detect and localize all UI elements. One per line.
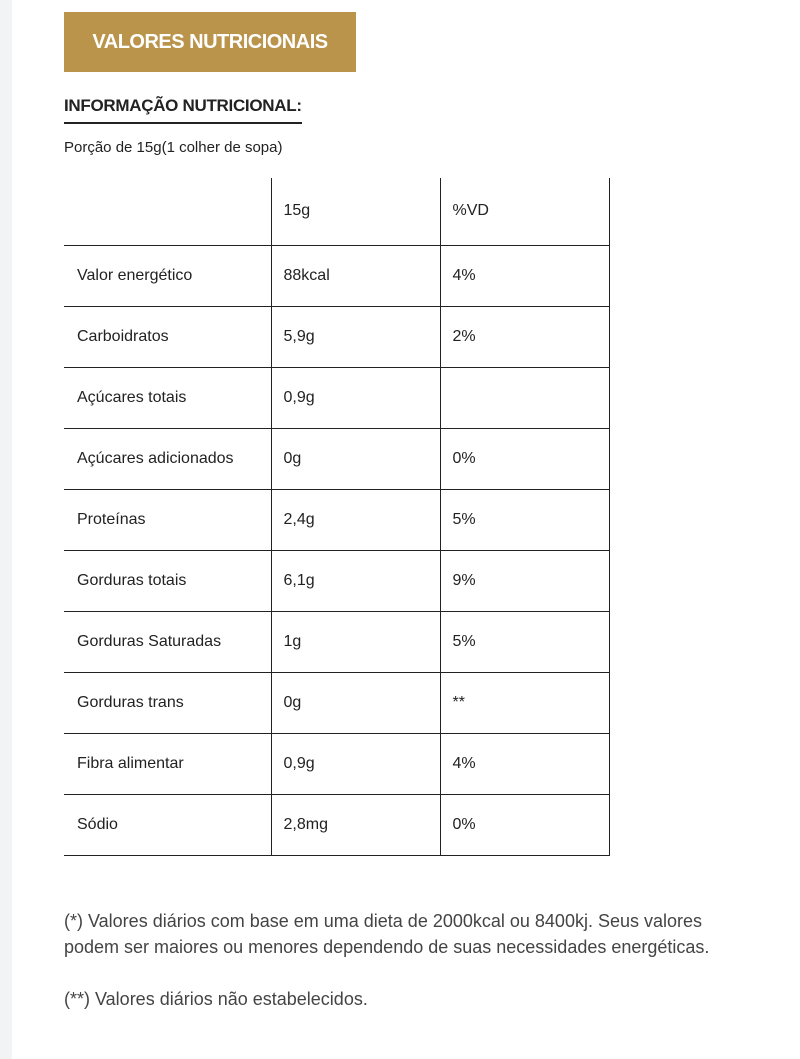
nutrient-amount: 0g (271, 428, 440, 489)
table-row (64, 428, 609, 489)
table-row (64, 672, 609, 733)
nutrient-amount: 0,9g (271, 733, 440, 794)
nutrient-vd: 5% (440, 489, 609, 550)
nutrient-amount: 1g (271, 611, 440, 672)
table-row (64, 489, 609, 550)
nutrient-name: Açúcares adicionados (64, 428, 271, 489)
nutrient-name: Açúcares totais (64, 367, 271, 428)
table-row (64, 550, 609, 611)
nutrient-amount: 2,8mg (271, 794, 440, 855)
nutrient-name: Fibra alimentar (64, 733, 271, 794)
nutrient-name: Gorduras totais (64, 550, 271, 611)
portion-size: Porção de 15g(1 colher de sopa) (64, 139, 283, 156)
nutrient-name: Carboidratos (64, 306, 271, 367)
table-row (64, 306, 609, 367)
nutrient-vd: 5% (440, 611, 609, 672)
nutrition-values-tab[interactable] (64, 12, 356, 72)
table-row (64, 245, 609, 306)
footnote-daily-values: (*) Valores diários com base em uma dieta de 2000kcal ou 8400kj. Seus valores podem ser maiores ou menores dependendo de suas necessidades energéticas. (64, 911, 710, 957)
nutrition-info-title: INFORMAÇÃO NUTRICIONAL: (64, 96, 302, 124)
table-row (64, 733, 609, 794)
nutrient-vd: 0% (440, 794, 609, 855)
nutrient-name: Valor energético (64, 245, 271, 306)
nutrient-vd: 0% (440, 428, 609, 489)
nutrient-vd: 2% (440, 306, 609, 367)
table-row (64, 794, 609, 855)
table-row (64, 367, 609, 428)
nutrient-amount: 88kcal (271, 245, 440, 306)
nutrient-vd: ** (440, 672, 609, 733)
header-cell-vd: %VD (440, 178, 609, 245)
header-cell-name (64, 178, 271, 245)
nutrition-values-tab-label: VALORES NUTRICIONAIS (92, 30, 328, 53)
nutrient-vd (440, 367, 609, 428)
nutrient-name: Proteínas (64, 489, 271, 550)
nutrition-table (64, 178, 610, 856)
nutrient-amount: 5,9g (271, 306, 440, 367)
footnote-not-established: (**) Valores diários não estabelecidos. (64, 989, 368, 1009)
nutrient-amount: 2,4g (271, 489, 440, 550)
nutrient-vd: 9% (440, 550, 609, 611)
nutrient-amount: 0,9g (271, 367, 440, 428)
header-cell-amount: 15g (271, 178, 440, 245)
nutrient-name: Sódio (64, 794, 271, 855)
nutrient-amount: 0g (271, 672, 440, 733)
table-header-row (64, 178, 609, 245)
footnotes (64, 908, 754, 1012)
table-row (64, 611, 609, 672)
nutrient-amount: 6,1g (271, 550, 440, 611)
nutrient-vd: 4% (440, 733, 609, 794)
nutrient-name: Gorduras trans (64, 672, 271, 733)
nutrient-vd: 4% (440, 245, 609, 306)
nutrient-name: Gorduras Saturadas (64, 611, 271, 672)
